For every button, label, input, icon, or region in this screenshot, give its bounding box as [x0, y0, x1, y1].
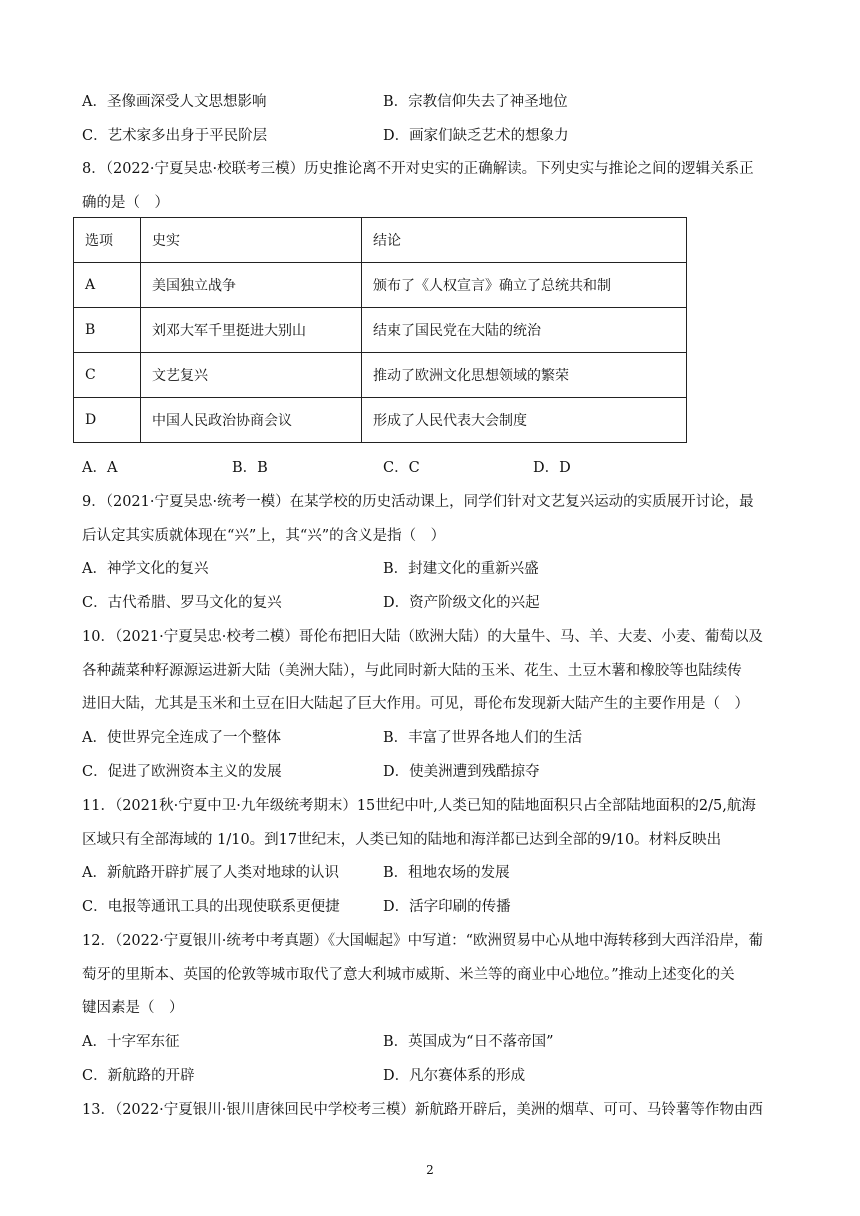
q13-stem-line1: 13．（2022·宁夏银川·银川唐徕回民中学校考三模）新航路开辟后，美洲的烟草、可可、马铃薯等作物由西	[82, 1102, 763, 1118]
table-cell: C	[74, 353, 141, 398]
table-cell: 美国独立战争	[141, 263, 362, 308]
q11-option-a: A．新航路开辟扩展了人类对地球的认识	[82, 865, 339, 881]
q10-option-c: C．促进了欧洲资本主义的发展	[82, 764, 282, 780]
q12-stem-line1: 12．（2022·宁夏银川·统考中考真题）《大国崛起》中写道：“欧洲贸易中心从地中海转移到大西洋沿岸，葡	[82, 933, 763, 949]
q8-option-a: A．A	[82, 460, 118, 476]
table-row	[74, 263, 687, 308]
q9-stem-line2: 后认定其实质就体现在“兴”上，其“兴”的含义是指（ ）	[82, 528, 446, 544]
table-cell: 颁布了《人权宣言》确立了总统共和制	[362, 263, 687, 308]
table-cell: 文艺复兴	[141, 353, 362, 398]
table-header-cell: 结论	[362, 218, 687, 263]
q10-option-b: B．丰富了世界各地人们的生活	[383, 730, 583, 746]
table-cell: B	[74, 308, 141, 353]
q11-stem-line2: 区域只有全部海域的 1/10。到17世纪末，人类已知的陆地和海洋都已达到全部的9/10。材料反映出	[82, 832, 722, 848]
table-cell: 形成了人民代表大会制度	[362, 398, 687, 443]
q9-option-b: B．封建文化的重新兴盛	[383, 561, 539, 577]
q7-option-a: A．圣像画深受人文思想影响	[82, 94, 267, 110]
q11-stem-line1: 11．（2021秋·宁夏中卫·九年级统考期末）15世纪中叶,人类已知的陆地面积只占全部陆地面积的2/5,航海	[82, 798, 756, 814]
page-number: 2	[426, 1163, 434, 1177]
q8-option-b: B．B	[232, 460, 268, 476]
q7-option-d: D．画家们缺乏艺术的想象力	[383, 128, 569, 144]
table-row	[74, 353, 687, 398]
table-row	[74, 308, 687, 353]
table-header-cell: 选项	[74, 218, 141, 263]
q12-option-c: C．新航路的开辟	[82, 1068, 195, 1084]
table-cell: 中国人民政治协商会议	[141, 398, 362, 443]
q9-option-d: D．资产阶级文化的兴起	[383, 595, 540, 611]
q8-option-d: D．D	[533, 460, 571, 476]
q10-stem-line1: 10．（2021·宁夏吴忠·校考二模）哥伦布把旧大陆（欧洲大陆）的大量牛、马、羊、大麦、小麦、葡萄以及	[82, 629, 763, 645]
q11-option-d: D．活字印刷的传播	[383, 899, 511, 915]
q9-option-c: C．古代希腊、罗马文化的复兴	[82, 595, 282, 611]
q12-stem-line2: 萄牙的里斯本、英国的伦敦等城市取代了意大利城市威斯、米兰等的商业中心地位。”推动上述变化的关	[82, 967, 735, 983]
q8-table	[73, 217, 687, 443]
table-cell: D	[74, 398, 141, 443]
q11-option-c: C．电报等通讯工具的出现使联系更便捷	[82, 899, 340, 915]
q10-stem-line3: 进旧大陆，尤其是玉米和土豆在旧大陆起了巨大作用。可见，哥伦布发现新大陆产生的主要作用是（ ）	[82, 696, 749, 712]
table-cell: 刘邓大军千里挺进大别山	[141, 308, 362, 353]
q12-option-b: B．英国成为“日不落帝国”	[383, 1034, 554, 1050]
q7-option-c: C．艺术家多出身于平民阶层	[82, 128, 268, 144]
table-header-row	[74, 218, 687, 263]
q8-stem-line1: 8．（2022·宁夏吴忠·校联考三模）历史推论离不开对史实的正确解读。下列史实与推论之间的逻辑关系正	[82, 161, 754, 177]
q12-option-d: D．凡尔赛体系的形成	[383, 1068, 526, 1084]
table-cell: 结束了国民党在大陆的统治	[362, 308, 687, 353]
table-header-cell: 史实	[141, 218, 362, 263]
q8-stem-line2: 确的是（ ）	[82, 195, 169, 211]
q9-stem-line1: 9．（2021·宁夏吴忠·统考一模）在某学校的历史活动课上，同学们针对文艺复兴运动的实质展开讨论，最	[82, 494, 754, 510]
q10-option-d: D．使美洲遭到残酷掠夺	[383, 764, 540, 780]
q9-option-a: A．神学文化的复兴	[82, 561, 209, 577]
table-cell: A	[74, 263, 141, 308]
table-cell: 推动了欧洲文化思想领域的繁荣	[362, 353, 687, 398]
q12-stem-line3: 键因素是（ ）	[82, 1000, 184, 1016]
q11-option-b: B．租地农场的发展	[383, 865, 510, 881]
q8-option-c: C．C	[383, 460, 420, 476]
table-row	[74, 398, 687, 443]
q10-option-a: A．使世界完全连成了一个整体	[82, 730, 281, 746]
q12-option-a: A．十字军东征	[82, 1034, 180, 1050]
q7-option-b: B．宗教信仰失去了神圣地位	[383, 94, 568, 110]
q10-stem-line2: 各种蔬菜种籽源源运进新大陆（美洲大陆），与此同时新大陆的玉米、花生、土豆木薯和橡胶等也陆续传	[82, 663, 742, 679]
